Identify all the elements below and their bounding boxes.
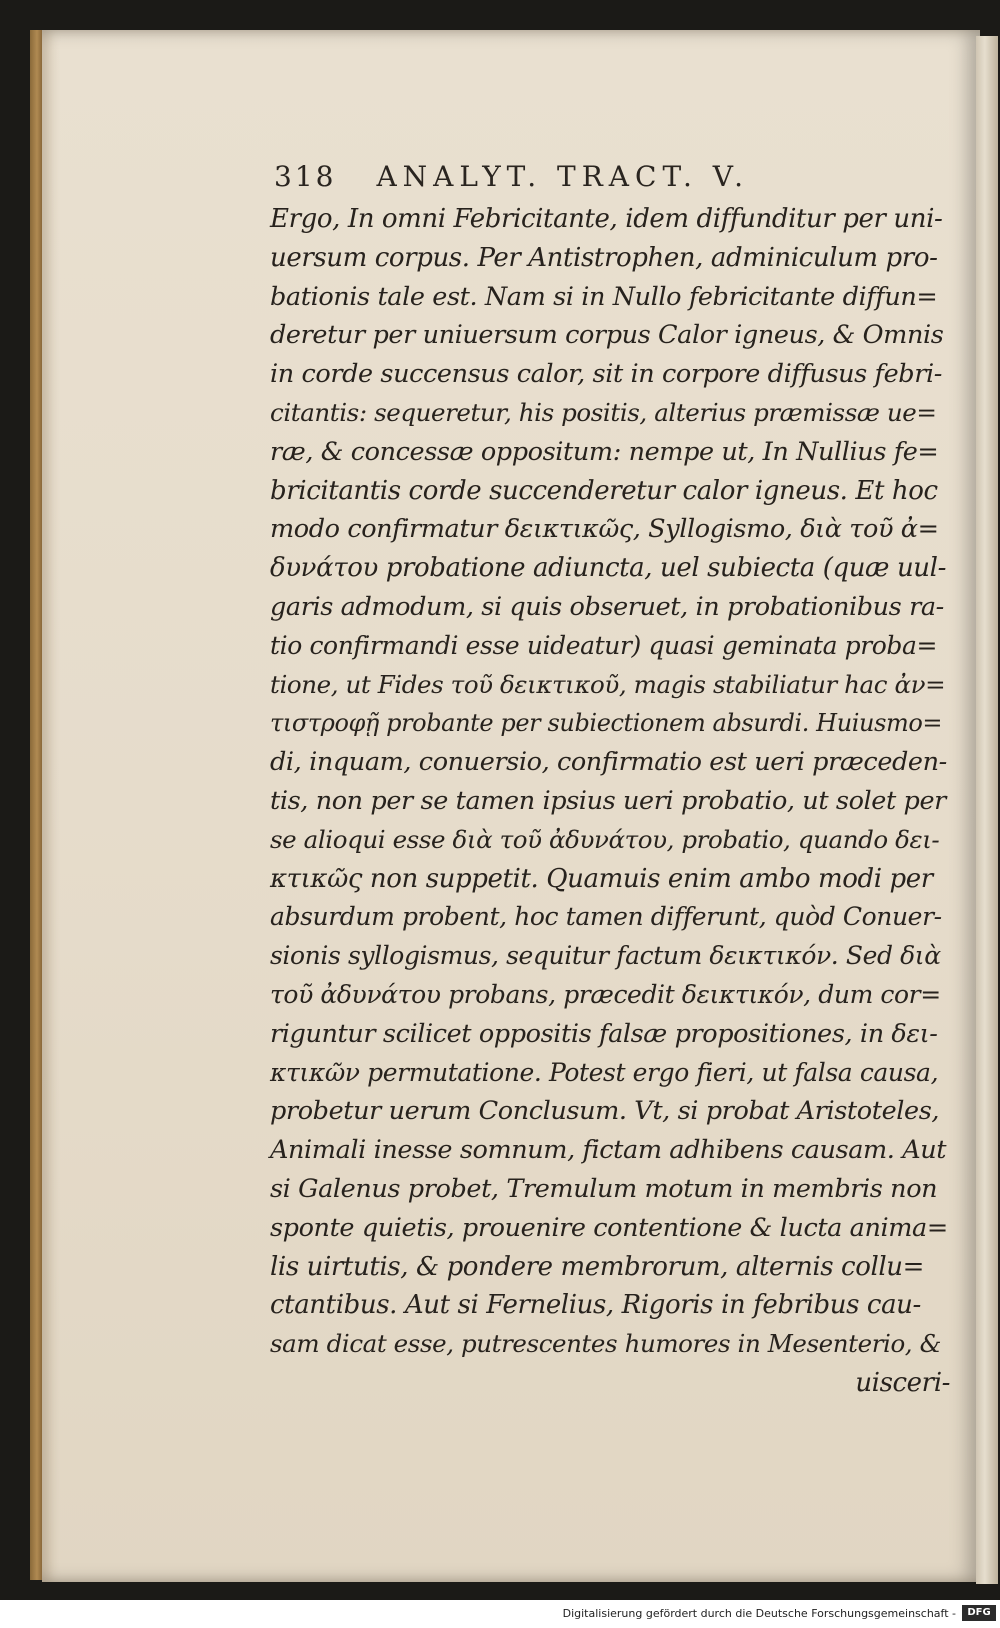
dfg-logo: DFG — [962, 1605, 996, 1621]
text-line: τοῦ ἀδυνάτου probans, præcedit δεικτικόν, dum cor= — [270, 979, 941, 1009]
text-line: deretur per uniuersum corpus Calor igneus, & Omnis — [270, 320, 944, 351]
page-fore-edge — [976, 36, 998, 1584]
text-line: si Galenus probet, Tremulum motum in membris non — [270, 1173, 938, 1204]
text-line: bationis tale est. Nam si in Nullo febricitante diffun= — [270, 281, 938, 312]
text-line: lis uirtutis, & pondere membrorum, alternis collu= — [270, 1251, 925, 1282]
text-line: δυνάτου probatione adiuncta, uel subiecta (quæ uul- — [270, 553, 946, 584]
text-line: ræ, & concessæ oppositum: nempe ut, In Nullius fe= — [270, 436, 939, 467]
text-line: in corde succensus calor, sit in corpore diffusus febri- — [270, 359, 942, 390]
text-line: tis, non per se tamen ipsius ueri probatio, ut solet per — [270, 785, 946, 816]
body-text — [270, 200, 950, 1403]
text-line: absurdum probent, hoc tamen differunt, quòd Conuer- — [270, 902, 942, 932]
page-number: 318 — [274, 160, 337, 193]
running-head — [274, 160, 834, 204]
footer-bar — [0, 1600, 1000, 1628]
text-line: Ergo, In omni Febricitante, idem diffunditur per uni- — [270, 204, 943, 234]
text-line: garis admodum, si quis obseruet, in probationibus ra- — [270, 591, 944, 622]
text-line: se alioqui esse διὰ τοῦ ἀδυνάτου, probatio, quando δει- — [270, 824, 940, 854]
text-line: tione, ut Fides τοῦ δεικτικοῦ, magis stabiliatur hac ἀν= — [270, 669, 946, 699]
text-line: sionis syllogismus, sequitur factum δεικτικόν. Sed διὰ — [270, 941, 941, 971]
text-line: riguntur scilicet oppositis falsæ propositiones, in δει- — [270, 1018, 938, 1049]
catchword: uisceri- — [855, 1367, 950, 1398]
text-line: ctantibus. Aut si Fernelius, Rigoris in febribus cau- — [270, 1290, 921, 1321]
text-line: Animali inesse somnum, fictam adhibens causam. Aut — [270, 1135, 947, 1166]
running-title: ANALYT. TRACT. V. — [376, 160, 750, 193]
text-line: tio confirmandi esse uideatur) quasi geminata proba= — [270, 630, 938, 660]
text-line: probetur uerum Conclusum. Vt, si probat Aristoteles, — [270, 1096, 940, 1127]
text-line: τιστροφῇ probante per subiectionem absurdi. Huiusmo= — [270, 709, 943, 738]
text-line: κτικῶς non suppetit. Quamuis enim ambo modi per — [270, 863, 933, 894]
text-line: sponte quietis, prouenire contentione & lucta anima= — [270, 1212, 948, 1243]
text-line: bricitantis corde succenderetur calor igneus. Et hoc — [270, 475, 938, 506]
text-line: uersum corpus. Per Antistrophen, adminiculum pro- — [270, 242, 938, 273]
text-line: citantis: sequeretur, his positis, alterius præmissæ ue= — [270, 397, 937, 427]
text-line: modo confirmatur δεικτικῶς, Syllogismo, διὰ τοῦ ἀ= — [270, 514, 939, 545]
text-line: κτικῶν permutatione. Potest ergo fieri, ut falsa causa, — [270, 1057, 939, 1087]
text-line: sam dicat esse, putrescentes humores in Mesenterio, & — [270, 1329, 941, 1359]
funding-credit: Digitalisierung gefördert durch die Deutsche Forschungsgemeinschaft - — [562, 1607, 956, 1620]
text-line: di, inquam, conuersio, confirmatio est ueri præceden- — [270, 747, 947, 778]
